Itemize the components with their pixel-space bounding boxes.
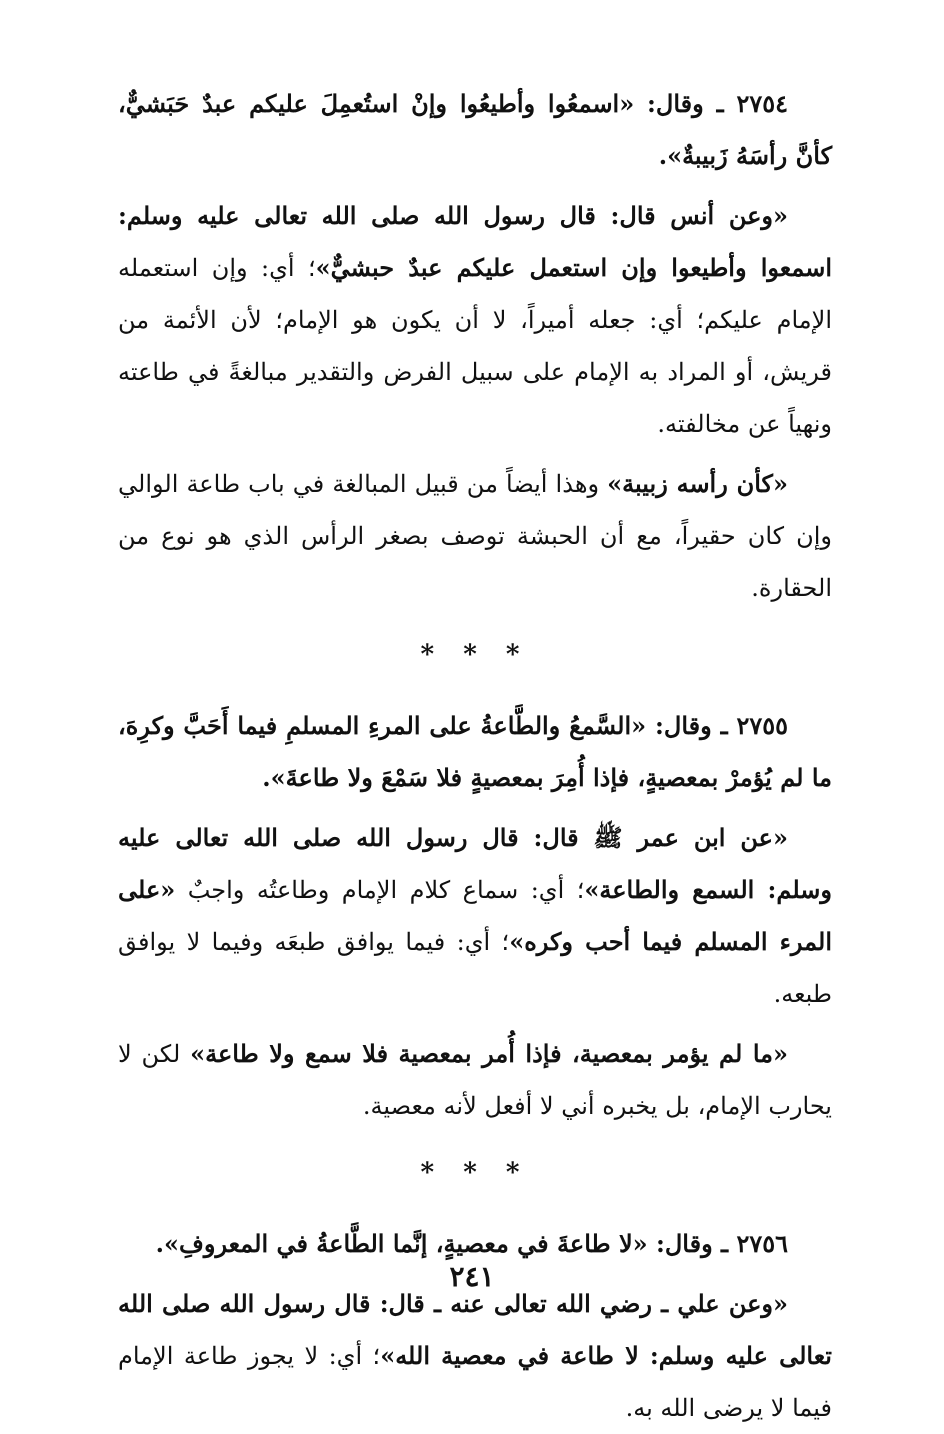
- commentary-quote: «على المرء المسلم فيما أحب وكره»: [118, 875, 832, 956]
- entry-intro: وقال:: [646, 711, 721, 740]
- entry-intro: وقال:: [634, 89, 717, 118]
- entry-hadith-text: «السَّمعُ والطَّاعةُ على المرءِ المسلمِ فيما أَحَبَّ وكرِهَ، ما لم يُؤمرْ بمعصيةٍ، فإذا أُمِرَ بمعصيةٍ فلا سَمْعَ ولا طاعةَ»: [118, 711, 832, 792]
- commentary-paragraph: [118, 1028, 832, 1132]
- entry-number: ٢٧٥٦ ـ: [721, 1229, 788, 1258]
- entry-hadith-text: «لا طاعةَ في معصيةٍ، إنَّما الطَّاعةُ في المعروفِ»: [163, 1229, 648, 1258]
- commentary-text: لكن لا يحارب الإمام، بل يخبره أني لا أفعل لأنه معصية.: [118, 1040, 832, 1120]
- commentary-quote: «وعن أنس قال: قال رسول الله صلى الله تعالى عليه وسلم: اسمعوا وأطيعوا وإن استعمل عليكم عبدٌ حبشيٌّ»: [118, 201, 832, 282]
- commentary-text: ؛ أي: لا يجوز طاعة الإمام فيما لا يرضى الله به.: [118, 1342, 832, 1422]
- entry-intro: وقال:: [647, 1229, 722, 1258]
- commentary-quote: «عن ابن عمر ﷺ قال: قال رسول الله صلى الله تعالى عليه وسلم: السمع والطاعة»: [118, 823, 832, 904]
- entry-number: ٢٧٥٥ ـ: [720, 711, 789, 740]
- commentary-paragraph: [118, 1278, 832, 1434]
- commentary-quote: «وعن علي ـ رضي الله تعالى عنه ـ قال: قال رسول الله صلى الله تعالى عليه وسلم: لا طاعة في معصية الله»: [118, 1289, 832, 1370]
- commentary-paragraph: [118, 812, 832, 1020]
- entry-hadith-text: «اسمعُوا وأطيعُوا وإنْ استُعمِلَ عليكم عبدٌ حَبَشيٌّ، كأنَّ رأسَهُ زَبيبةٌ»: [118, 89, 832, 170]
- section-separator: * * *: [420, 1158, 530, 1188]
- commentary-text: ؛ أي: وإن استعمله الإمام عليكم؛ أي: جعله أميراً، لا أن يكون هو الإمام؛ لأن الأئمة من قريش، أو المراد به الإمام على سبيل الفرض والتقدير مبالغةً في طاعته ونهياً عن مخالفته.: [118, 254, 832, 438]
- commentary-text: ؛ أي: فيما يوافق طبعَه وفيما لا يوافق طبعه.: [118, 928, 832, 1008]
- commentary-text: ؛ أي: سماع كلام الإمام وطاعتُه واجبٌ: [175, 876, 585, 904]
- commentary-quote: «ما لم يؤمر بمعصية، فإذا أُمر بمعصية فلا سمع ولا طاعة»: [190, 1039, 789, 1068]
- page-number: ٢٤١: [449, 1260, 495, 1293]
- hadith-2756: ٢٧٥٦ ـ وقال: «لا طاعةَ في معصيةٍ، إنَّما الطَّاعةُ في المعروفِ».: [155, 1229, 788, 1258]
- commentary-paragraph: [118, 190, 832, 450]
- entry-number: ٢٧٥٤ ـ: [716, 89, 788, 118]
- commentary-text: وهذا أيضاً من قبيل المبالغة في باب طاعة الوالي وإن كان حقيراً، مع أن الحبشة توصف بصغر الرأس الذي هو نوع من الحقارة.: [118, 470, 832, 602]
- hadith-2755: ٢٧٥٥ ـ وقال: «السَّمعُ والطَّاعةُ على المرءِ المسلمِ فيما أَحَبَّ وكرِهَ، ما لم يُؤمرْ بمعصيةٍ، فإذا أُمِرَ بمعصيةٍ فلا سَمْعَ ولا طاعةَ».: [118, 711, 832, 792]
- section-separator: * * *: [420, 640, 530, 670]
- hadith-2754: ٢٧٥٤ ـ وقال: «اسمعُوا وأطيعُوا وإنْ استُعمِلَ عليكم عبدٌ حَبَشيٌّ، كأنَّ رأسَهُ زَبيبةٌ».: [118, 89, 832, 170]
- commentary-paragraph: [118, 458, 832, 614]
- commentary-quote: «كأن رأسه زبيبة»: [607, 469, 788, 498]
